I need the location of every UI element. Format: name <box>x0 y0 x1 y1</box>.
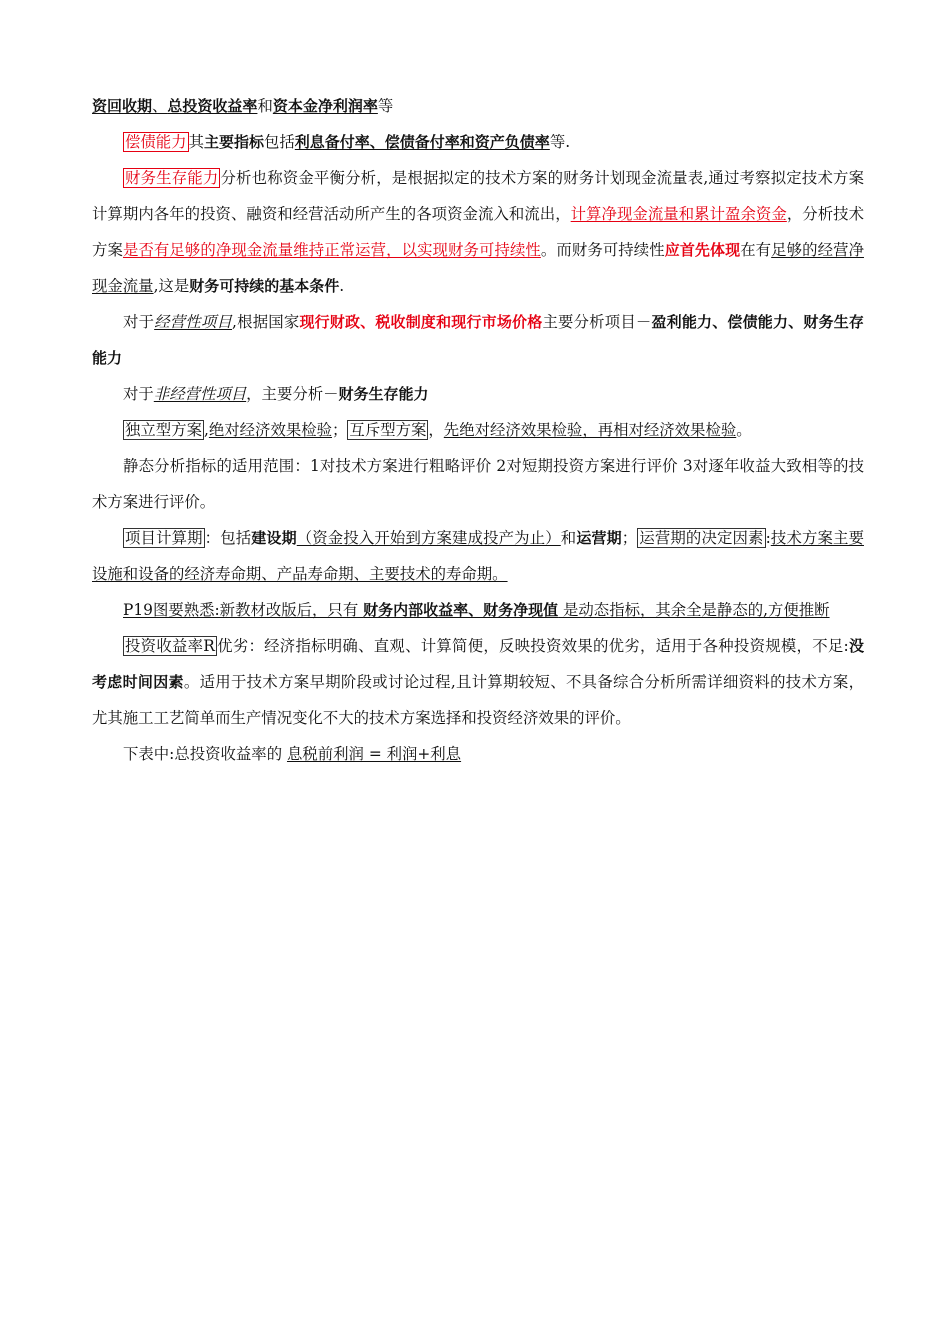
red-underline-cashflow: 计算净现金流量和累计盈余资金 <box>570 205 787 223</box>
text: 分析也称资金平衡分析，是根据拟定的技术方案的财务计划现金流量表,通过考察拟定技术方案计算期内各年的投资、融资和经营活动所产生的各项资金流入和流出， <box>92 169 864 223</box>
paragraph-9 <box>92 592 864 628</box>
bold-indicator-list: 利息备付率、偿债备付率和资产负债率 <box>294 133 550 151</box>
text: ，主要分析－ <box>246 385 339 403</box>
term-roi: 总投资收益率 <box>167 97 258 115</box>
text: 。 <box>736 421 752 439</box>
boxed-project-period: 项目计算期 <box>125 529 203 547</box>
text: ， <box>428 421 444 439</box>
document-page <box>92 88 864 772</box>
boxed-roi-r: 投资收益率R <box>125 637 215 655</box>
text: 。适用于技术方案早期阶段或讨论过程,且计算期较短、不具备综合分析所需详细资料的技术方案，尤其施工工艺简单而生产情况变化不大的技术方案选择和投资经济效果的评价。 <box>92 673 864 727</box>
paragraph-10 <box>92 628 864 736</box>
bold-main-indicators: 主要指标 <box>203 133 264 151</box>
paragraph-2 <box>92 124 864 160</box>
bold-construction: 建设期 <box>251 529 297 547</box>
text: , <box>203 421 209 439</box>
text: . <box>339 277 345 295</box>
bold-operation: 运营期 <box>576 529 622 547</box>
text: ； <box>621 529 638 547</box>
text: ，分析技术方案 <box>92 205 864 259</box>
text: 对于 <box>123 385 154 403</box>
italic-non-operating-project: 非经营性项目 <box>153 385 247 403</box>
italic-operating-project: 经营性项目 <box>154 313 233 331</box>
term-payback: 资回收期 <box>92 97 153 115</box>
text: ； <box>332 421 348 439</box>
paragraph-5 <box>92 376 864 412</box>
paragraph-3 <box>92 160 864 304</box>
paragraph-1 <box>92 88 864 124</box>
boxed-exclusive-scheme: 互斥型方案 <box>349 421 427 439</box>
text: 在有 <box>740 241 772 259</box>
text: : <box>765 529 771 547</box>
text: ,这是 <box>153 277 190 295</box>
bold-dynamic-indicators: 财务内部收益率、财务净现值 <box>363 601 559 619</box>
text: 等. <box>549 133 571 151</box>
red-bold-policy: 现行财政、税收制度和现行市场价格 <box>299 313 543 331</box>
underline-rest: 是动态指标，其余全是静态的,方便推断 <box>558 601 830 619</box>
text: 对于 <box>123 313 155 331</box>
boxed-independent-scheme: 独立型方案 <box>125 421 202 439</box>
boxed-survival-ability: 财务生存能力 <box>125 169 219 187</box>
bold-no-time-factor: 没考虑时间因素 <box>92 637 864 691</box>
underline-p19: P19图要熟悉:新教材改版后，只有 <box>123 601 364 619</box>
underline-operating-cash: 足够的经营净现金流量 <box>92 241 864 295</box>
text: 。而财务可持续性 <box>540 241 665 259</box>
paragraph-8 <box>92 520 864 592</box>
underline-absolute-test: 绝对经济效果检验 <box>208 421 333 439</box>
sep: 、 <box>152 97 168 115</box>
term-equity-return: 资本金净利润率 <box>272 97 378 115</box>
boxed-solvency: 偿债能力 <box>125 133 187 151</box>
text: 主要分析项目－ <box>542 313 652 331</box>
paragraph-4 <box>92 304 864 376</box>
red-underline-sustainability: 是否有足够的净现金流量维持正常运营，以实现财务可持续性 <box>122 241 541 259</box>
text: 其 <box>188 133 204 151</box>
underline-ebit-formula: 息税前利润 = 利润+利息 <box>286 745 462 763</box>
paragraph-11 <box>92 736 864 772</box>
text: ：包括 <box>204 529 252 547</box>
bold-survival: 财务生存能力 <box>338 385 429 403</box>
underline-abs-then-rel: 先绝对经济效果检验，再相对经济效果检验 <box>443 421 737 439</box>
text: ,根据国家 <box>232 313 300 331</box>
text: 下表中:总投资收益率的 <box>123 745 287 763</box>
underline-lifetimes: 技术方案主要设施和设备的经济寿命期、产品寿命期、主要技术的寿命期。 <box>92 529 864 583</box>
bold-basic-condition: 财务可持续的基本条件 <box>189 277 340 295</box>
text: 和 <box>560 529 577 547</box>
bold-three-abilities: 盈利能力、偿债能力、财务生存能力 <box>92 313 864 367</box>
text: 包括 <box>264 133 295 151</box>
paragraph-7 <box>92 448 864 520</box>
text-static-scope: 静态分析指标的适用范围：1对技术方案进行粗略评价 2对短期投资方案进行评价 3对逐年收益大致相等的技术方案进行评价。 <box>92 457 864 511</box>
underline-construction-def: （资金投入开始到方案建成投产为止） <box>296 529 561 547</box>
conj: 和 <box>257 97 273 115</box>
text: 优劣：经济指标明确、直观、计算简便，反映投资效果的优劣，适用于各种投资规模，不足: <box>216 637 849 655</box>
paragraph-6 <box>92 412 864 448</box>
tail: 等 <box>377 97 394 115</box>
red-bold-first: 应首先体现 <box>664 241 741 259</box>
boxed-operation-factor: 运营期的决定因素 <box>639 529 764 547</box>
